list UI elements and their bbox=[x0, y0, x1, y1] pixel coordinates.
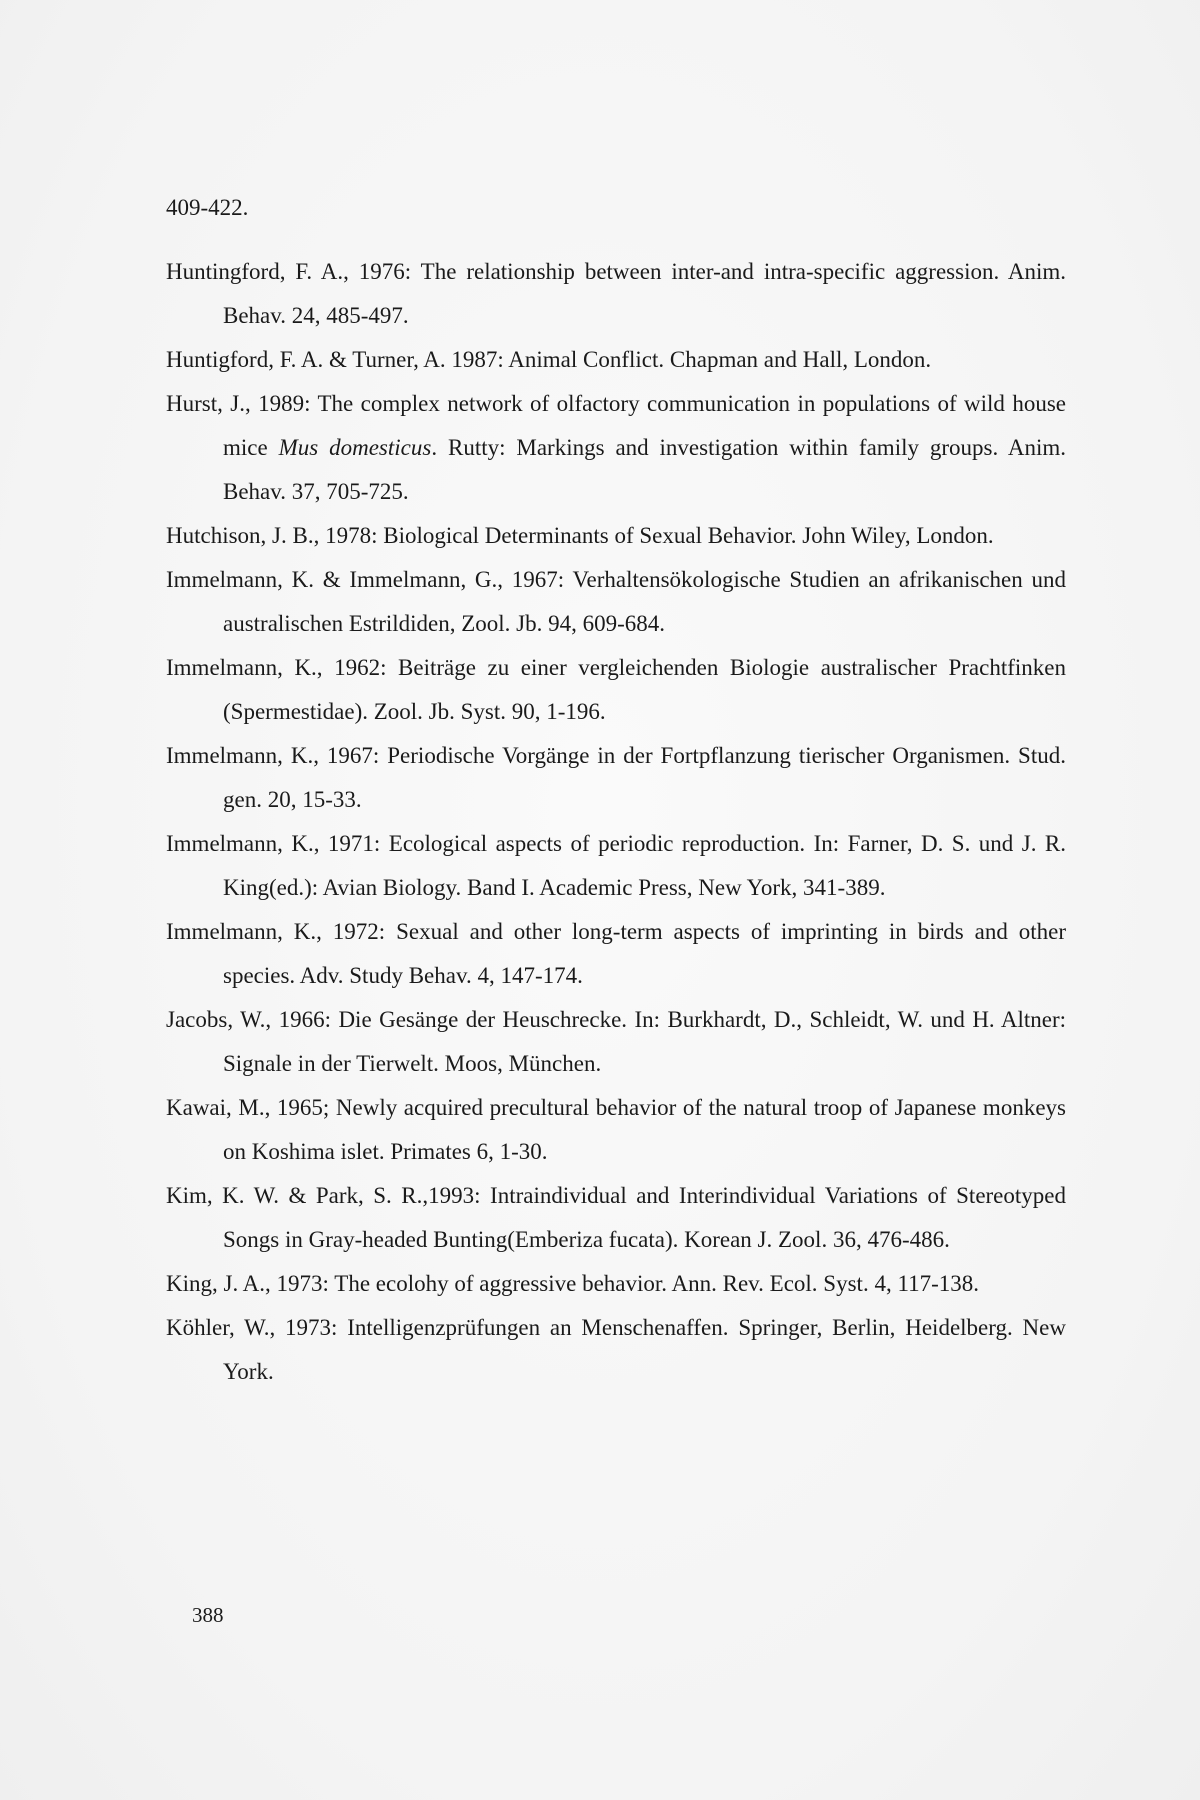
reference-entry: Jacobs, W., 1966: Die Gesänge der Heuschrecke. In: Burkhardt, D., Schleidt, W. und H. Altner: Signale in der Tierwelt. Moos, München. bbox=[166, 1007, 1066, 1076]
reference-entry: Immelmann, K., 1971: Ecological aspects of periodic reproduction. In: Farner, D. S. und J. R. King(ed.): Avian Biology. Band I. Academic Press, New York, 341-389. bbox=[166, 831, 1066, 900]
reference-entry: Kim, K. W. & Park, S. R.,1993: Intraindividual and Interindividual Variations of Stereotyped Songs in Gray-headed Bunting(Emberiza fucata). Korean J. Zool. 36, 476-486. bbox=[166, 1183, 1066, 1252]
reference-entry: Hurst, J., 1989: The complex network of olfactory communication in populations of wild house mice Mus domesticus. Rutty: Markings and investigation within family groups. Anim. Behav. 37, 705-725. bbox=[166, 391, 1066, 504]
reference-entry: Huntingford, F. A., 1976: The relationship between inter-and intra-specific aggression. Anim. Behav. 24, 485-497. bbox=[166, 259, 1066, 328]
reference-entry: Hutchison, J. B., 1978: Biological Determinants of Sexual Behavior. John Wiley, London. bbox=[166, 523, 994, 548]
reference-entry: Kawai, M., 1965; Newly acquired precultural behavior of the natural troop of Japanese monkeys on Koshima islet. Primates 6, 1-30. bbox=[166, 1095, 1066, 1164]
reference-continuation: 409-422. bbox=[166, 195, 249, 220]
page-number: 388 bbox=[192, 1603, 224, 1627]
reference-entry: Immelmann, K., 1967: Periodische Vorgänge in der Fortpflanzung tierischer Organismen. Stud. gen. 20, 15-33. bbox=[166, 743, 1066, 812]
reference-entry: Immelmann, K. & Immelmann, G., 1967: Verhaltensökologische Studien an afrikanischen und australischen Estrildiden, Zool. Jb. 94, 609-684. bbox=[166, 567, 1066, 636]
reference-entry: Köhler, W., 1973: Intelligenzprüfungen an Menschenaffen. Springer, Berlin, Heidelberg. New York. bbox=[166, 1315, 1066, 1384]
reference-entry: King, J. A., 1973: The ecolohy of aggressive behavior. Ann. Rev. Ecol. Syst. 4, 117-138. bbox=[166, 1271, 979, 1296]
reference-list bbox=[166, 192, 1066, 1394]
reference-entry: Immelmann, K., 1972: Sexual and other long-term aspects of imprinting in birds and other species. Adv. Study Behav. 4, 147-174. bbox=[166, 919, 1066, 988]
reference-entry: Immelmann, K., 1962: Beiträge zu einer vergleichenden Biologie australischer Prachtfinken (Spermestidae). Zool. Jb. Syst. 90, 1-196. bbox=[166, 655, 1066, 724]
reference-entry: Huntigford, F. A. & Turner, A. 1987: Animal Conflict. Chapman and Hall, London. bbox=[166, 347, 932, 372]
